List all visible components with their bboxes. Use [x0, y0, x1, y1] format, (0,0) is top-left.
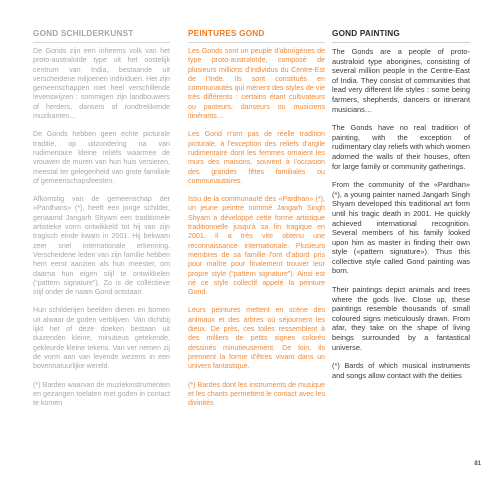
english-paragraph-2: The Gonds have no real tradition of painting, with the exception of rudimentary clay reliefs with which women adorned the walls of their houses, often for large family or community gatherings. [332, 123, 471, 171]
dutch-column [33, 29, 170, 417]
dutch-paragraph-3: Afkomstig van de gemeenschap der «Pardhans» (*), heeft een jonge schilder, genaamd Jangarh Shyam een traditionele artistieke vorm ontwikkeld tot hij van zijn tragisch einde kwam in 2001. Hij bekwam zeer snel internationale erkenning. Verscheidene leden van zijn familie hebben hem eerst aanzien als hun meester, om daarna hun eigen stijl te ontwikkelen (“pattern signature”). Zo is de collectieve stijl onder de naam Gond ontstaan. [33, 195, 170, 297]
french-paragraph-3: Issu de la communauté des «Pardhan» (*), un jeune peintre nommé Jangarh Singh Shyam a développé cette forme artistique traditionnelle jusqu'à sa fin tragique en 2001. Il a très vite obtenu une reconnaissance internationale. Plusieurs membres de sa famille l'ont d'abord pris pour maître pour finalement trouver leur propre style (“pattern signature”). Ainsi est né ce style collectif appelé la peinture Gond. [188, 195, 325, 297]
french-paragraph-4: Leurs peintures mettent en scène des animaux et des arbres où séjournent les dieux. De près, ces toiles ressemblent à des milliers de petits signes colorés dessinés minutieusement. De loin, ils prennent la forme d'êtres vivant dans un univers fantastique. [188, 306, 325, 371]
french-title: PEINTURES GOND [188, 29, 325, 43]
french-paragraph-1: Les Gonds sont un peuple d'aborigènes de type proto-australoïde, composé de plusieurs millions d'individus du Centre-Est de l'Inde. Ils sont constitués en communautés qui mènent des styles de vie très différents : certains étant cultivateurs ou pasteurs, danseurs ou musiciens itinérants… [188, 47, 325, 121]
english-footnote: (*) Bards of which musical instruments and songs allow contact with the deities [332, 361, 470, 380]
english-paragraph-4: Their paintings depict animals and trees where the gods live. Close up, these paintings resemble thousands of small coloured signs meticulously drawn. From afar, they take on the shape of living beings surrounded by a fantastical universe. [332, 285, 470, 352]
dutch-paragraph-4: Hun schilderijen beelden dieren en bomen uit alwaar de goden verblijven. Van dichtbij lijkt het of deze doeken bestaan uit duizenden kleine, minutieus getekende, gekleurde kleine tekens. Van ver nemen zij de vorm aan van levende wezens in een bovennatuurlijke wereld. [33, 306, 170, 371]
french-column [188, 29, 325, 417]
dutch-paragraph-1: De Gonds zijn een inheems volk van het proto-australoïde type uit het oostelijk centrum van India, bestaande uit verscheidene miljoenen individuen. Het zijn gemeenschappen met heel verschillende levenswijzen : sommigen zijn landbouwers of herders, dansers of rondtrekkende muzikanten… [33, 47, 170, 121]
page-number: 81 [474, 461, 481, 467]
english-paragraph-3: From the community of the «Pardhan» (*), a young painter named Jangarh Singh Shyam developed this traditional art form until his tragic death in 2001. He quickly achieved international recognition. Several members of his family looked upon him as master in finding their own style («pattern signature»). Thus this collective style called Gond painting was born. [332, 180, 470, 276]
french-paragraph-2: Les Gond n'ont pas de réelle tradition picturale, à l'exception des reliefs d'argile rudimentaire dont les femmes ornaient les murs des maisons, souvent à l'occasion des grandes fêtes familiales ou communautaires. [188, 130, 325, 185]
english-title: GOND PAINTING [332, 29, 470, 43]
dutch-footnote: (*) Barden waarvan de muziekinstrumenten en gezangen toelaten met goden in contact te komen [33, 380, 170, 408]
english-paragraph-1: The Gonds are a people of proto-australoid type aborigines, consisting of several million people in the Centre-East of India. They consist of communities that lead very different life styles : some being farmers, shepherds, dancers or itinerant musicians… [332, 47, 470, 114]
english-column [332, 29, 470, 389]
dutch-title: GOND SCHILDERKUNST [33, 29, 170, 43]
dutch-paragraph-2: De Gonds hebben geen echte picturale traditie, op uitzondering na van rudimentaire kleine reliëfs waarmee de vrouwen de muren van hun huis versieren, meestal ter gelegenheid van grote familiale of gemeenschapsfeesten. [33, 130, 170, 185]
french-footnote: (*) Bardes dont les instruments de musique et les chants permettent le contact avec les divinités [188, 380, 325, 408]
